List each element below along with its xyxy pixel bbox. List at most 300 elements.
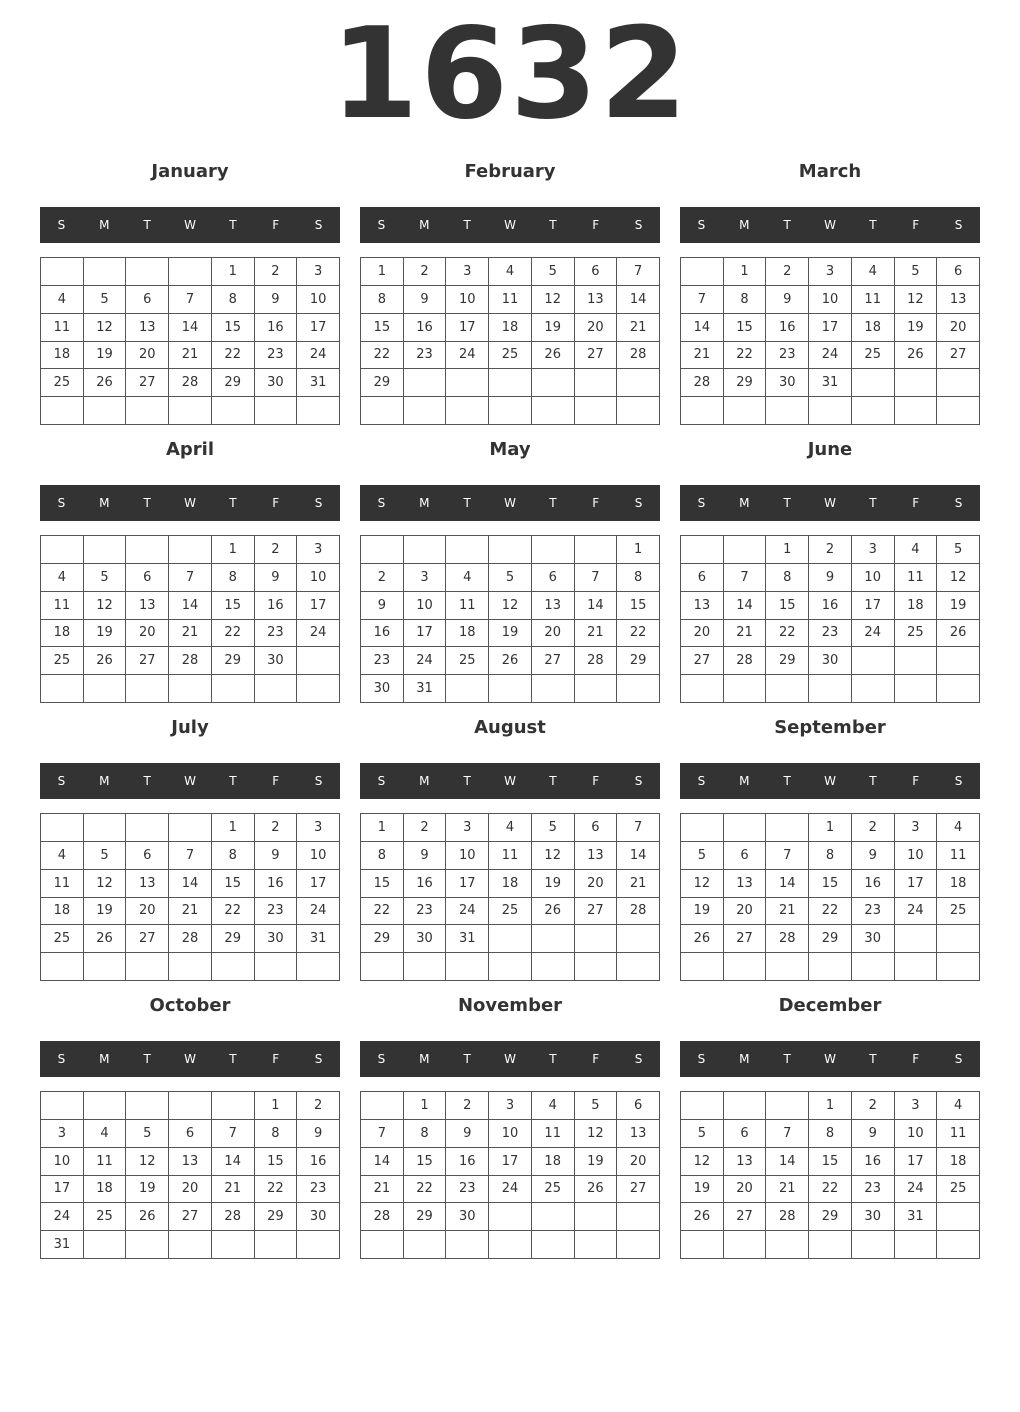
day-cell: 3: [446, 814, 489, 842]
day-cell: 4: [937, 814, 980, 842]
weekday-label: T: [463, 774, 471, 788]
day-cell: [169, 675, 212, 703]
weekday-label: T: [229, 774, 237, 788]
day-cell: 17: [489, 1148, 532, 1176]
day-cell: 23: [809, 620, 852, 648]
day-cell: [212, 397, 255, 425]
day-cell: [681, 397, 724, 425]
day-cell: 11: [41, 314, 84, 342]
day-cell: [809, 953, 852, 981]
day-cell: 28: [617, 342, 660, 370]
day-cell: 21: [575, 620, 618, 648]
day-cell: 9: [297, 1120, 340, 1148]
day-cell: 18: [41, 342, 84, 370]
day-cell: 29: [361, 369, 404, 397]
day-cell: [532, 369, 575, 397]
day-cell: [575, 397, 618, 425]
day-cell: [84, 953, 127, 981]
day-cell: 25: [41, 647, 84, 675]
day-cell: 6: [724, 1120, 767, 1148]
weekday-label: T: [143, 496, 151, 510]
day-cell: [489, 925, 532, 953]
day-cell: [532, 1203, 575, 1231]
weekday-label: T: [229, 496, 237, 510]
day-cell: 13: [126, 314, 169, 342]
day-cell: 15: [255, 1148, 298, 1176]
day-cell: 8: [361, 286, 404, 314]
month-may: [360, 435, 660, 705]
day-grid: [360, 257, 660, 425]
day-cell: [446, 675, 489, 703]
day-cell: 22: [724, 342, 767, 370]
day-cell: 14: [617, 842, 660, 870]
day-cell: 1: [809, 1092, 852, 1120]
day-cell: 3: [297, 814, 340, 842]
weekday-header: [360, 763, 660, 799]
day-cell: [895, 953, 938, 981]
day-cell: [41, 258, 84, 286]
day-cell: [532, 1231, 575, 1259]
month-name: December: [778, 995, 882, 1016]
day-cell: 7: [575, 564, 618, 592]
day-cell: 28: [212, 1203, 255, 1231]
day-cell: 15: [724, 314, 767, 342]
day-cell: [126, 397, 169, 425]
day-cell: 14: [169, 314, 212, 342]
day-cell: 6: [681, 564, 724, 592]
weekday-label: F: [272, 218, 280, 232]
day-cell: 11: [489, 286, 532, 314]
day-cell: 19: [681, 898, 724, 926]
day-cell: 17: [809, 314, 852, 342]
day-cell: 7: [361, 1120, 404, 1148]
day-cell: 19: [84, 898, 127, 926]
day-cell: 12: [575, 1120, 618, 1148]
day-cell: [126, 258, 169, 286]
day-cell: 8: [617, 564, 660, 592]
day-cell: 5: [489, 564, 532, 592]
day-cell: 2: [255, 258, 298, 286]
weekday-label: F: [272, 1052, 280, 1066]
weekday-label: T: [549, 774, 557, 788]
day-cell: 7: [681, 286, 724, 314]
day-cell: [297, 647, 340, 675]
day-cell: 18: [895, 592, 938, 620]
weekday-label: F: [272, 774, 280, 788]
weekday-header: [680, 763, 980, 799]
day-cell: [681, 814, 724, 842]
day-cell: 16: [404, 870, 447, 898]
day-cell: 17: [446, 870, 489, 898]
day-cell: 14: [169, 592, 212, 620]
day-cell: 23: [255, 898, 298, 926]
day-cell: [297, 675, 340, 703]
day-cell: 25: [41, 369, 84, 397]
day-cell: 15: [212, 592, 255, 620]
day-cell: 20: [126, 342, 169, 370]
weekday-label: S: [377, 218, 386, 232]
day-cell: 20: [617, 1148, 660, 1176]
weekday-label: T: [783, 774, 791, 788]
day-cell: 11: [41, 592, 84, 620]
month-name: August: [474, 717, 546, 738]
day-cell: 3: [404, 564, 447, 592]
day-cell: 5: [84, 286, 127, 314]
weekday-label: W: [184, 218, 196, 232]
day-cell: [404, 536, 447, 564]
day-cell: [617, 953, 660, 981]
day-cell: 21: [681, 342, 724, 370]
day-cell: 19: [532, 314, 575, 342]
day-cell: 10: [297, 564, 340, 592]
day-cell: 19: [575, 1148, 618, 1176]
weekday-label: W: [824, 218, 836, 232]
day-cell: 16: [404, 314, 447, 342]
day-cell: 25: [41, 925, 84, 953]
weekday-header: [680, 1041, 980, 1077]
day-cell: 11: [532, 1120, 575, 1148]
day-cell: 22: [212, 342, 255, 370]
day-cell: 10: [489, 1120, 532, 1148]
day-cell: [446, 397, 489, 425]
day-cell: 5: [681, 1120, 724, 1148]
day-cell: [255, 953, 298, 981]
day-cell: [681, 1231, 724, 1259]
day-cell: 22: [361, 342, 404, 370]
weekday-label: W: [184, 774, 196, 788]
weekday-label: F: [912, 1052, 920, 1066]
day-cell: [617, 397, 660, 425]
day-cell: [809, 397, 852, 425]
day-cell: [41, 536, 84, 564]
day-cell: [617, 675, 660, 703]
day-cell: 30: [255, 647, 298, 675]
day-cell: 14: [361, 1148, 404, 1176]
day-cell: 15: [809, 870, 852, 898]
day-cell: 19: [489, 620, 532, 648]
day-cell: 2: [446, 1092, 489, 1120]
day-cell: 14: [681, 314, 724, 342]
day-grid: [680, 1091, 980, 1259]
day-cell: [169, 1231, 212, 1259]
day-cell: 15: [617, 592, 660, 620]
day-cell: 2: [255, 536, 298, 564]
day-cell: 4: [446, 564, 489, 592]
day-cell: 19: [937, 592, 980, 620]
day-cell: 16: [852, 870, 895, 898]
day-cell: 7: [766, 1120, 809, 1148]
day-cell: [84, 814, 127, 842]
day-cell: 5: [895, 258, 938, 286]
weekday-label: M: [99, 218, 110, 232]
day-cell: 17: [41, 1176, 84, 1204]
day-cell: 19: [532, 870, 575, 898]
weekday-label: M: [739, 1052, 750, 1066]
day-cell: 22: [809, 898, 852, 926]
day-cell: 9: [852, 842, 895, 870]
day-cell: 19: [126, 1176, 169, 1204]
day-cell: [404, 953, 447, 981]
day-cell: [489, 397, 532, 425]
day-cell: 29: [724, 369, 767, 397]
day-cell: 6: [724, 842, 767, 870]
day-cell: [766, 814, 809, 842]
day-cell: 28: [575, 647, 618, 675]
day-cell: 12: [84, 314, 127, 342]
weekday-label: S: [634, 496, 643, 510]
day-cell: [126, 1092, 169, 1120]
day-cell: 2: [361, 564, 404, 592]
day-cell: [724, 397, 767, 425]
day-cell: 28: [169, 925, 212, 953]
day-cell: [681, 675, 724, 703]
day-cell: 8: [212, 286, 255, 314]
day-cell: 9: [404, 842, 447, 870]
day-cell: 25: [937, 898, 980, 926]
weekday-label: S: [954, 496, 963, 510]
day-cell: 15: [212, 870, 255, 898]
weekday-label: F: [912, 774, 920, 788]
day-cell: 6: [937, 258, 980, 286]
day-cell: [532, 953, 575, 981]
weekday-label: W: [504, 496, 516, 510]
day-cell: 10: [404, 592, 447, 620]
day-cell: 25: [895, 620, 938, 648]
day-cell: 13: [575, 842, 618, 870]
day-cell: 7: [617, 814, 660, 842]
day-cell: 24: [41, 1203, 84, 1231]
month-name: June: [807, 439, 853, 460]
month-february: [360, 157, 660, 427]
day-cell: 1: [255, 1092, 298, 1120]
day-cell: 3: [41, 1120, 84, 1148]
day-cell: 14: [212, 1148, 255, 1176]
day-cell: [169, 814, 212, 842]
day-cell: 28: [766, 1203, 809, 1231]
day-cell: 13: [169, 1148, 212, 1176]
month-name: July: [171, 717, 209, 738]
day-cell: 22: [766, 620, 809, 648]
day-cell: 16: [852, 1148, 895, 1176]
day-cell: 24: [297, 620, 340, 648]
day-cell: 21: [169, 620, 212, 648]
day-cell: 17: [446, 314, 489, 342]
day-cell: 10: [895, 1120, 938, 1148]
day-grid: [680, 535, 980, 703]
day-cell: 11: [489, 842, 532, 870]
month-name: November: [457, 995, 563, 1016]
day-cell: 5: [532, 258, 575, 286]
weekday-label: W: [184, 496, 196, 510]
day-cell: 6: [532, 564, 575, 592]
day-cell: 3: [809, 258, 852, 286]
day-cell: 6: [126, 842, 169, 870]
day-cell: 26: [489, 647, 532, 675]
day-cell: 30: [852, 1203, 895, 1231]
day-cell: 10: [852, 564, 895, 592]
day-cell: 10: [446, 286, 489, 314]
day-cell: 21: [766, 1176, 809, 1204]
weekday-label: T: [463, 496, 471, 510]
weekday-label: M: [99, 496, 110, 510]
day-cell: 29: [212, 369, 255, 397]
day-cell: [404, 397, 447, 425]
day-cell: [617, 1231, 660, 1259]
day-cell: [852, 369, 895, 397]
day-cell: 25: [84, 1203, 127, 1231]
day-cell: [297, 397, 340, 425]
day-cell: 30: [766, 369, 809, 397]
day-cell: [766, 1092, 809, 1120]
day-cell: 19: [681, 1176, 724, 1204]
day-cell: [852, 647, 895, 675]
day-cell: [361, 1092, 404, 1120]
day-cell: 3: [489, 1092, 532, 1120]
day-cell: 13: [724, 1148, 767, 1176]
day-cell: 8: [212, 842, 255, 870]
day-grid: [360, 535, 660, 703]
day-cell: 15: [766, 592, 809, 620]
day-cell: 8: [766, 564, 809, 592]
day-cell: 22: [255, 1176, 298, 1204]
weekday-label: S: [57, 218, 66, 232]
day-cell: 25: [489, 342, 532, 370]
day-cell: 8: [404, 1120, 447, 1148]
day-cell: 23: [255, 620, 298, 648]
day-grid: [40, 1091, 340, 1259]
day-cell: 17: [895, 1148, 938, 1176]
day-cell: 27: [126, 647, 169, 675]
day-cell: [575, 953, 618, 981]
day-cell: 9: [766, 286, 809, 314]
day-cell: 21: [169, 898, 212, 926]
day-cell: 29: [212, 647, 255, 675]
month-name: January: [151, 161, 229, 182]
month-july: [40, 713, 340, 983]
weekday-label: T: [463, 218, 471, 232]
day-cell: 20: [126, 898, 169, 926]
day-cell: [255, 675, 298, 703]
day-cell: [766, 397, 809, 425]
day-cell: 20: [937, 314, 980, 342]
month-december: [680, 991, 980, 1261]
day-cell: [575, 1231, 618, 1259]
weekday-label: T: [549, 496, 557, 510]
day-cell: [617, 925, 660, 953]
day-cell: 26: [681, 925, 724, 953]
day-cell: [617, 1203, 660, 1231]
day-cell: [724, 814, 767, 842]
day-cell: [852, 1231, 895, 1259]
day-cell: 16: [809, 592, 852, 620]
day-cell: [532, 536, 575, 564]
weekday-label: T: [783, 218, 791, 232]
weekday-header: [40, 207, 340, 243]
day-cell: [169, 1092, 212, 1120]
day-cell: 2: [404, 258, 447, 286]
weekday-label: T: [869, 218, 877, 232]
day-cell: 25: [532, 1176, 575, 1204]
weekday-label: S: [377, 496, 386, 510]
day-cell: [489, 675, 532, 703]
weekday-label: T: [549, 1052, 557, 1066]
weekday-label: M: [419, 218, 430, 232]
day-cell: 28: [766, 925, 809, 953]
day-cell: 11: [84, 1148, 127, 1176]
day-cell: 12: [84, 592, 127, 620]
weekday-label: W: [504, 1052, 516, 1066]
day-cell: 1: [617, 536, 660, 564]
weekday-label: F: [272, 496, 280, 510]
weekday-label: T: [783, 1052, 791, 1066]
weekday-label: F: [592, 218, 600, 232]
weekday-label: T: [229, 1052, 237, 1066]
day-cell: 31: [41, 1231, 84, 1259]
day-cell: 18: [937, 870, 980, 898]
day-cell: 2: [852, 1092, 895, 1120]
day-cell: 3: [297, 536, 340, 564]
day-cell: 19: [895, 314, 938, 342]
day-cell: 2: [404, 814, 447, 842]
day-cell: [724, 675, 767, 703]
day-cell: 27: [575, 898, 618, 926]
day-cell: [681, 1092, 724, 1120]
day-cell: [489, 369, 532, 397]
day-cell: 16: [766, 314, 809, 342]
day-cell: 27: [724, 1203, 767, 1231]
day-cell: 3: [297, 258, 340, 286]
weekday-label: W: [824, 774, 836, 788]
day-cell: 16: [361, 620, 404, 648]
day-cell: 11: [41, 870, 84, 898]
day-cell: [84, 1092, 127, 1120]
day-cell: [126, 953, 169, 981]
day-cell: [575, 1203, 618, 1231]
day-cell: [212, 1231, 255, 1259]
day-cell: [852, 953, 895, 981]
day-cell: [361, 536, 404, 564]
day-cell: [446, 953, 489, 981]
day-cell: 26: [84, 369, 127, 397]
weekday-label: T: [783, 496, 791, 510]
weekday-label: W: [184, 1052, 196, 1066]
day-cell: 16: [255, 870, 298, 898]
day-cell: 16: [255, 314, 298, 342]
day-cell: 13: [575, 286, 618, 314]
day-cell: 3: [852, 536, 895, 564]
weekday-label: S: [314, 774, 323, 788]
day-cell: [937, 1231, 980, 1259]
day-cell: 17: [297, 314, 340, 342]
day-cell: 17: [852, 592, 895, 620]
day-cell: [766, 1231, 809, 1259]
day-cell: 24: [297, 898, 340, 926]
day-cell: 1: [361, 258, 404, 286]
day-cell: 21: [724, 620, 767, 648]
day-cell: 26: [126, 1203, 169, 1231]
day-cell: 24: [852, 620, 895, 648]
weekday-label: F: [592, 774, 600, 788]
day-cell: 31: [446, 925, 489, 953]
day-cell: [169, 536, 212, 564]
weekday-header: [680, 207, 980, 243]
day-cell: 24: [895, 898, 938, 926]
day-cell: 30: [852, 925, 895, 953]
day-cell: 11: [895, 564, 938, 592]
day-cell: 26: [937, 620, 980, 648]
month-name: April: [165, 439, 215, 460]
day-cell: 20: [681, 620, 724, 648]
